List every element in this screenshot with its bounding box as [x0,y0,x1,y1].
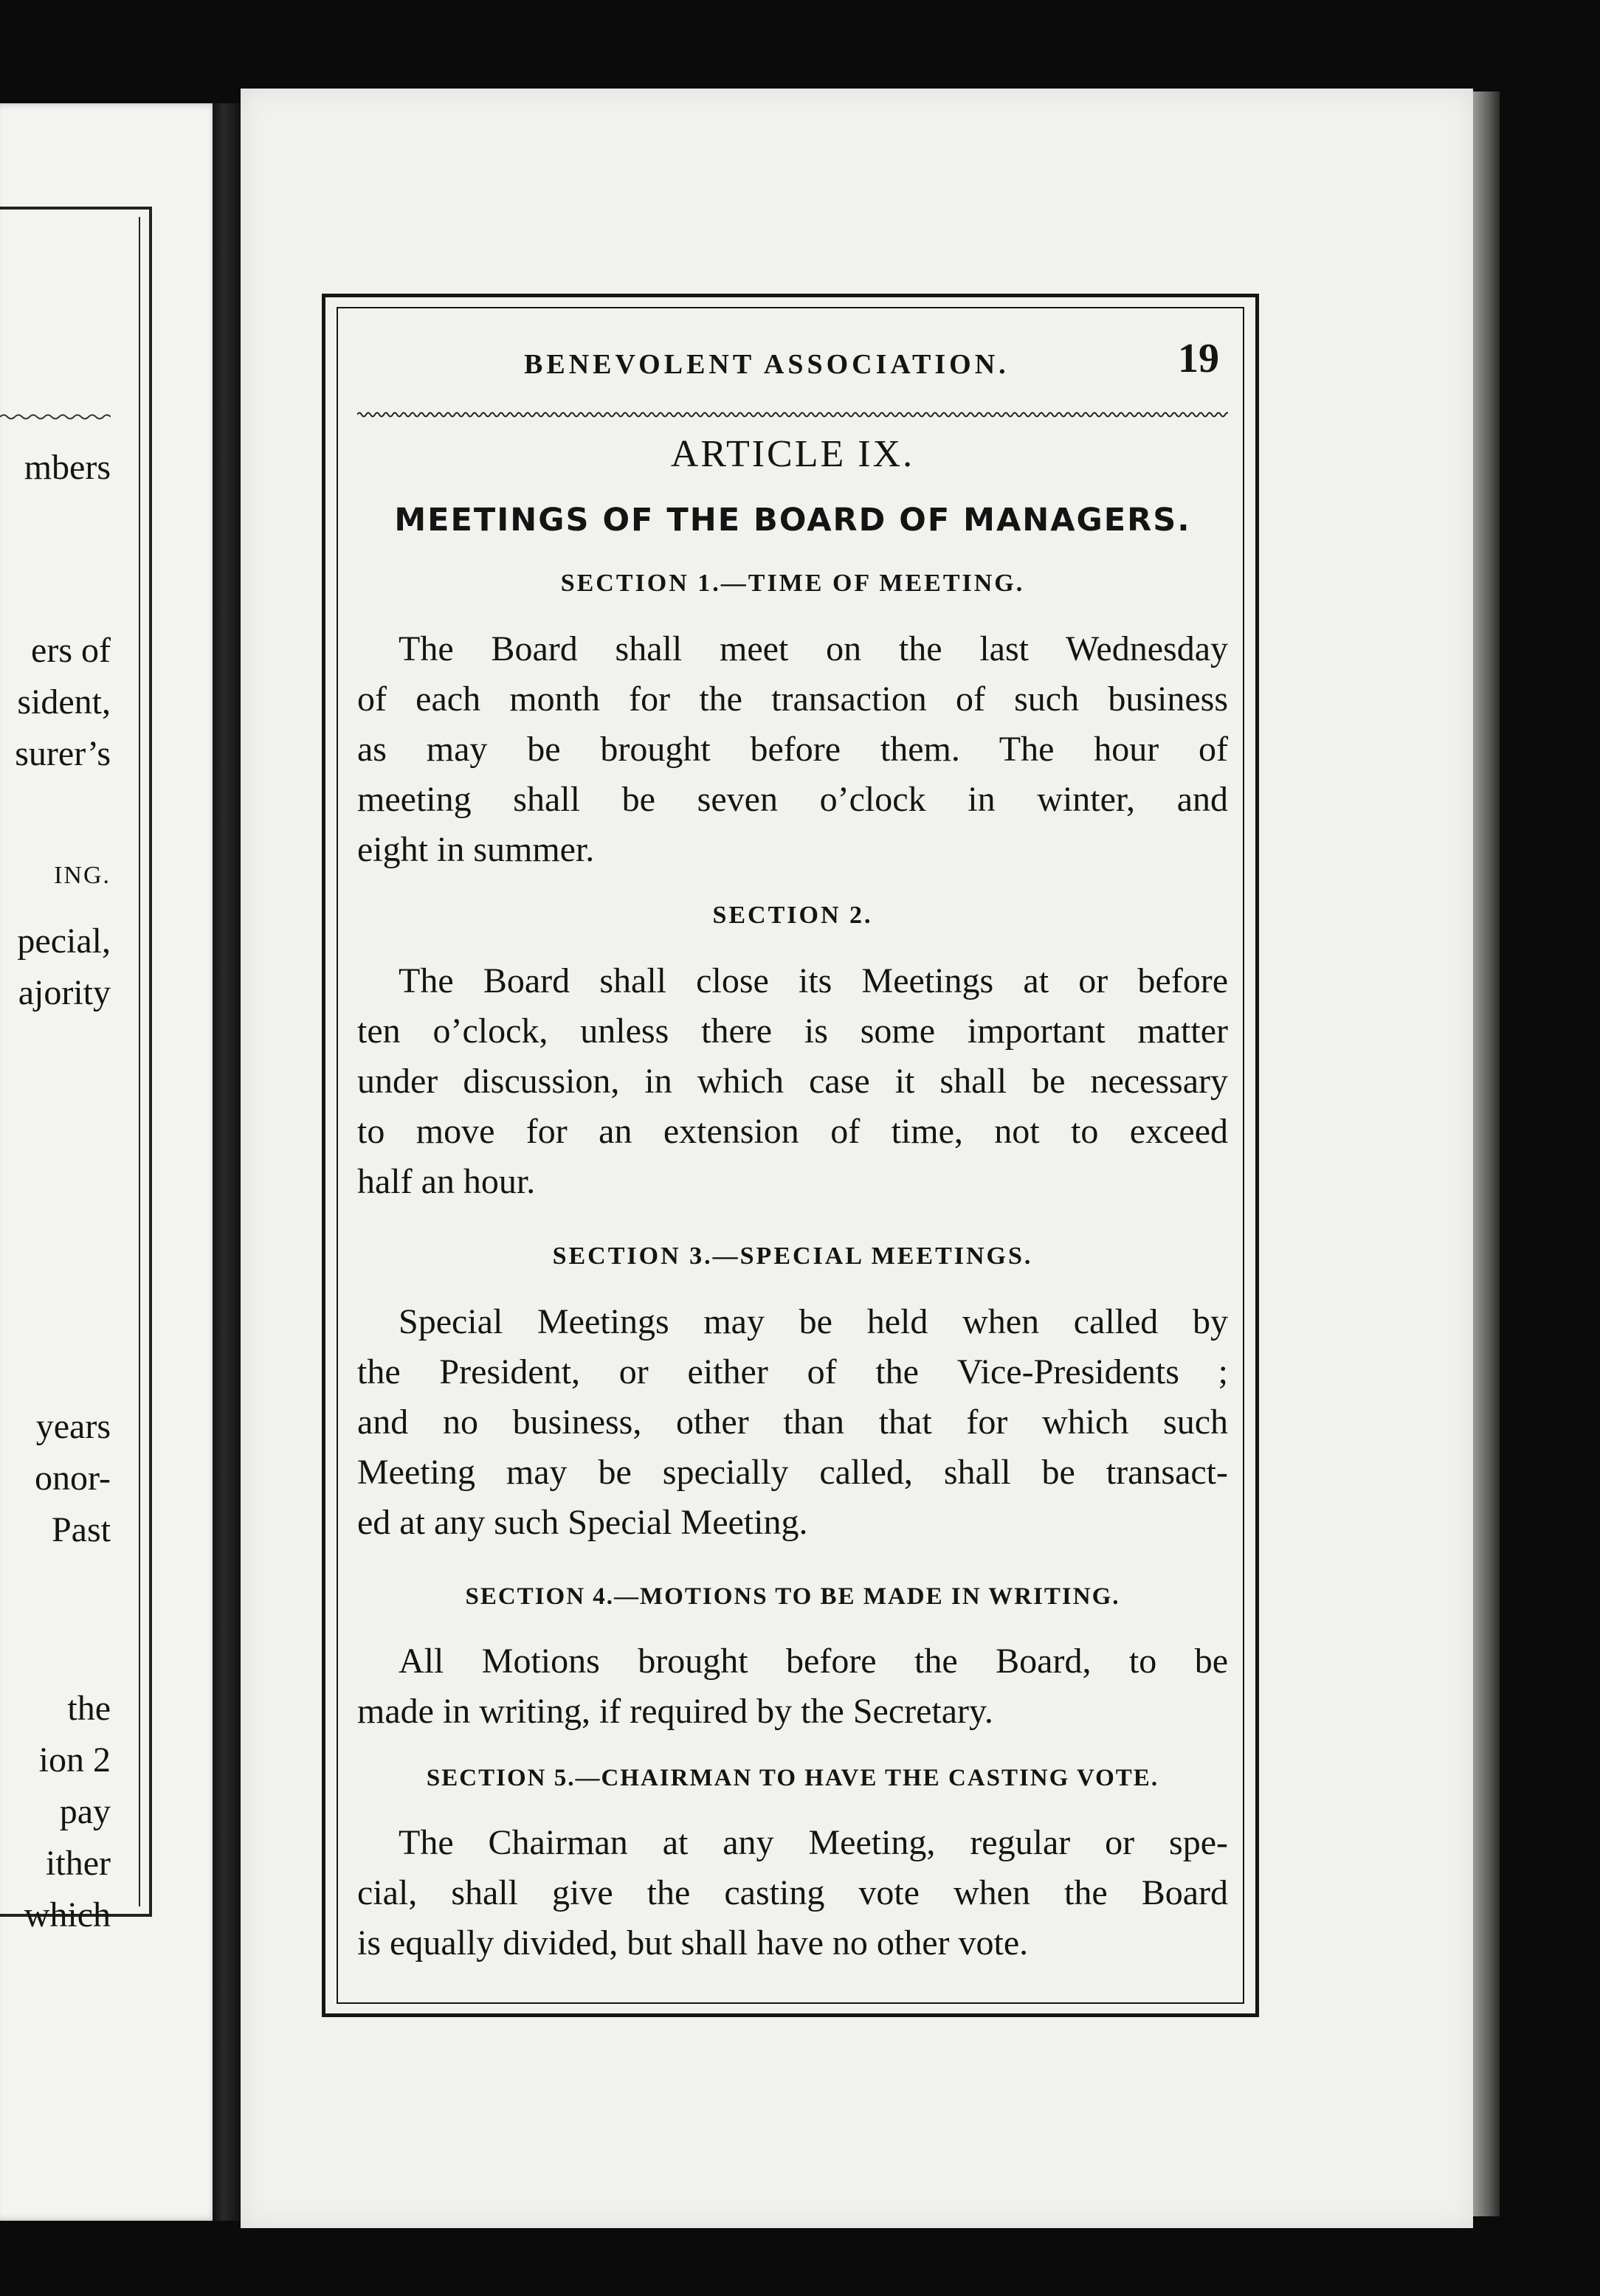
section-4-line: made in writing, if required by the Secretary. [357,1692,993,1731]
left-page-fragment: years [35,1407,111,1446]
section-2-line: ten o’clock, unless there is some important matter [357,1012,1228,1051]
section-2-line: half an hour. [357,1162,536,1201]
left-page-fragment: ING. [54,862,111,889]
section-2-heading: SECTION 2. [712,902,873,929]
section-1-heading: SECTION 1.—TIME OF MEETING. [560,570,1025,597]
left-page-fragment: Past [51,1510,111,1549]
left-ornamental-rule [0,413,111,421]
section-4-text [357,1636,1228,1737]
section-3-text [357,1297,1228,1548]
left-page-fragment: ion 2 [38,1740,111,1780]
section-1-line: meeting shall be seven o’clock in winter, and [357,780,1228,819]
section-5-line: is equally divided, but shall have no other vote. [357,1923,1029,1963]
section-2-line: to move for an extension of time, not to exceed [357,1112,1228,1151]
left-page-fragment: onor- [34,1459,111,1498]
section-1-line: of each month for the transaction of such business [357,680,1228,719]
left-page-fragment: pecial, [17,921,111,961]
section-4-line: All Motions brought before the Board, to be [399,1642,1228,1681]
section-2-text [357,956,1228,1207]
page-edge [1473,91,1500,2216]
left-page-fragment: sident, [17,682,111,722]
left-page-fragment: ither [46,1844,111,1883]
page-number: 19 [1178,336,1219,381]
article-subtitle: MEETINGS OF THE BOARD OF MANAGERS. [394,502,1191,539]
section-4-heading: SECTION 4.—MOTIONS TO BE MADE IN WRITING. [465,1583,1120,1610]
section-3-line: Special Meetings may be held when called by [399,1302,1228,1341]
section-1-text [357,624,1228,875]
section-2-line: The Board shall close its Meetings at or before [399,961,1228,1000]
section-3-line: the President, or either of the Vice-Presidents ; [357,1352,1228,1391]
section-3-line: Meeting may be specially called, shall be transact- [357,1453,1228,1492]
section-5-line: The Chairman at any Meeting, regular or spe- [399,1823,1228,1862]
left-page-fragment: ers of [31,631,111,670]
section-5-text [357,1818,1228,1968]
section-3-line: and no business, other than that for which such [357,1403,1228,1442]
left-page-fragment: mbers [24,448,111,487]
left-page-fragment: the [67,1689,111,1728]
section-1-line: eight in summer. [357,830,595,869]
left-page-fragment: ajority [18,973,111,1012]
section-3-heading: SECTION 3.—SPECIAL MEETINGS. [552,1242,1033,1270]
article-title: ARTICLE IX. [670,433,915,475]
section-5-heading: SECTION 5.—CHAIRMAN TO HAVE THE CASTING VOTE. [426,1765,1159,1791]
section-2-line: under discussion, in which case it shall be necessary [357,1062,1228,1101]
section-1-line: The Board shall meet on the last Wednesday [399,629,1228,668]
book-spine [213,103,241,2221]
ornamental-rule [357,410,1228,419]
left-page-fragment: pay [59,1792,111,1831]
section-3-line: ed at any such Special Meeting. [357,1503,808,1542]
left-page-fragment: which [24,1895,111,1934]
section-5-line: cial, shall give the casting vote when the Board [357,1873,1228,1912]
section-1-line: as may be brought before them. The hour of [357,730,1228,769]
left-page-fragment: surer’s [15,734,111,773]
running-head: BENEVOLENT ASSOCIATION. [524,349,1010,380]
